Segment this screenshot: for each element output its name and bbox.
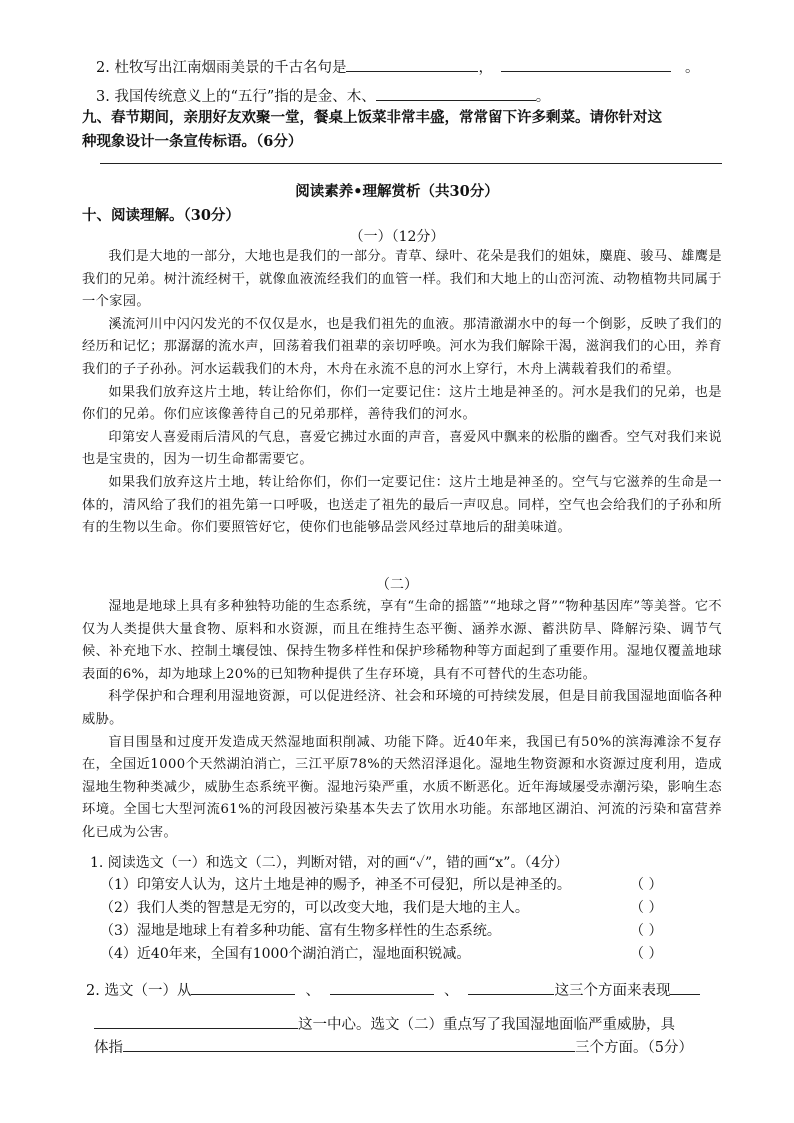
section-10-title: 十、阅读理解。（30分） — [82, 207, 240, 224]
answer-blank[interactable] — [376, 86, 536, 101]
judgement-answer-box[interactable]: （ ） — [630, 900, 663, 916]
question-3-five-elements: 3. 我国传统意义上的“五行”指的是金、木、 。 — [96, 85, 550, 106]
passage-1-body — [82, 246, 722, 540]
question-1-stem: 1. 阅读选文（一）和选文（二），判断对错，对的画“✓”，错的画“x”。（4分） — [90, 855, 569, 871]
answer-blank[interactable] — [123, 1037, 575, 1052]
passage-paragraph: 印第安人喜爱雨后清风的气息，喜爱它拂过水面的声音，喜爱风中飘来的松脂的幽香。空气对我们来说也是宝贵的，因为一切生命都需要它。 — [82, 429, 722, 468]
judgement-answer-box[interactable]: （ ） — [630, 877, 663, 893]
judgement-answer-box[interactable]: （ ） — [630, 923, 663, 939]
judgement-item: （2）我们人类的智慧是无穷的，可以改变大地，我们是大地的主人。 — [100, 900, 529, 916]
answer-blank[interactable] — [191, 980, 295, 995]
passage-2-heading: （二） — [376, 577, 418, 593]
passage-paragraph: 如果我们放弃这片土地，转让给你们，你们一定要记住：这片土地是神圣的。河水是我们的兄弟，也是你们的兄弟。你们应该像善待自己的兄弟那样，善待我们的河水。 — [82, 384, 722, 423]
question-2-line-2: 这一中心。选文（二）重点写了我国湿地面临严重威胁，具 — [94, 1013, 675, 1034]
answer-blank[interactable] — [346, 57, 478, 72]
answer-blank[interactable] — [501, 57, 671, 72]
slogan-answer-line[interactable] — [100, 163, 722, 164]
question-2-line-3: 体指 三个方面。（5分） — [94, 1036, 693, 1057]
answer-blank[interactable] — [468, 980, 554, 995]
passage-paragraph: 湿地是地球上具有多种独特功能的生态系统，享有“生命的摇篮”“地球之肾”“物种基因库”等美誉。它不仅为人类提供大量食物、原料和水资源，而且在维持生态平衡、涵养水源、蓄洪防旱、降解污染、调节气候、补充地下水、控制土壤侵蚀、保持生物多样性和保护珍稀物种等方面起到了重要作用。湿地仅覆盖地球表面的6%，却为地球上20%的已知物种提供了生存环境，具有不可替代的生态功能。 — [82, 599, 722, 682]
question-2-line-1: 2. 选文（一）从 、 、 这三个方面来表现 — [86, 979, 700, 1000]
judgement-answer-box[interactable]: （ ） — [630, 946, 663, 962]
passage-paragraph: 溪流河川中闪闪发光的不仅仅是水，也是我们祖先的血液。那清澈湖水中的每一个倒影，反映了我们的经历和记忆；那潺潺的流水声，回荡着我们祖辈的亲切呼唤。河水为我们解除干渴，滋润我们的心田，养育我们的子子孙孙。河水运载我们的木舟，木舟在永流不息的河水上穿行，木舟上满载着我们的希望。 — [82, 316, 722, 377]
answer-blank[interactable] — [330, 980, 434, 995]
passage-paragraph: 我们是大地的一部分，大地也是我们的一部分。青草、绿叶、花朵是我们的姐妹，麋鹿、骏马、雄鹰是我们的兄弟。树汁流经树干，就像血液流经我们的血管一样。我们和大地上的山峦河流、动物植物共同属于一个家园。 — [82, 249, 722, 310]
answer-blank[interactable] — [670, 980, 700, 995]
section-9-line-2: 种现象设计一条宣传标语。（6分） — [82, 133, 303, 150]
passage-1-heading: （一）（12分） — [349, 229, 445, 245]
answer-blank[interactable] — [94, 1014, 298, 1029]
judgement-item: （1）印第安人认为，这片土地是神的赐予，神圣不可侵犯，所以是神圣的。 — [100, 877, 571, 893]
judgement-item: （3）湿地是地球上有着多种功能、富有生物多样性的生态系统。 — [100, 923, 501, 939]
passage-paragraph: 科学保护和合理利用湿地资源，可以促进经济、社会和环境的可持续发展，但是目前我国湿地面临各种威胁。 — [82, 689, 722, 727]
passage-2-body — [82, 596, 722, 845]
passage-paragraph: 如果我们放弃这片土地，转让给你们，你们一定要记住：这片土地是神圣的。空气与它滋养的生命是一体的，清风给了我们的祖先第一口呼吸，也送走了祖先的最后一声叹息。同样，空气也会给我们的子孙和所有的生物以生命。你们要照管好它，使你们也能够品尝风经过草地后的甜美味道。 — [82, 474, 722, 536]
question-2-du-mu: 2. 杜牧写出江南烟雨美景的千古名句是 ， 。 — [96, 56, 699, 77]
judgement-item: （4）近40年来，全国有1000个湖泊消亡，湿地面积锐减。 — [100, 946, 471, 962]
section-9-line-1: 九、春节期间，亲朋好友欢聚一堂，餐桌上饭菜非常丰盛，常常留下许多剩菜。请你针对这 — [82, 109, 662, 126]
section-header: 阅读素养•理解赏析（共30分） — [295, 183, 499, 200]
passage-paragraph: 盲目围垦和过度开发造成天然湿地面积削减、功能下降。近40年来，我国已有50%的滨海滩涂不复存在，全国近1000个天然湖泊消亡，三江平原78%的天然沼泽退化。湿地生物资源和水资源过度利用，造成湿地生物种类减少，威胁生态系统平衡。湿地污染严重，水质不断恶化。近年海域屡受赤潮污染，影响生态环境。全国七大型河流61%的河段因被污染基本失去了饮用水功能。东部地区湖泊、河流的污染和富营养化已成为公害。 — [82, 734, 722, 840]
